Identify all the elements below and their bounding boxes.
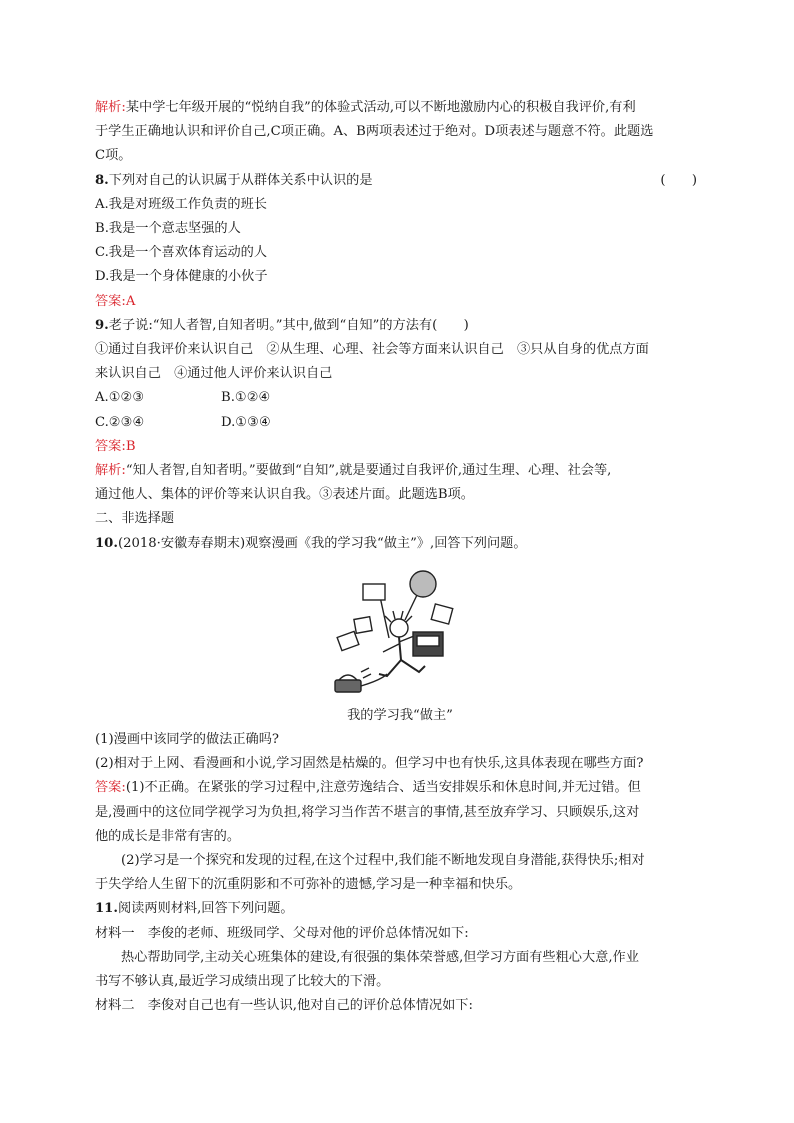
q10-answer-line-2: 是,漫画中的这位同学视学习为负担,将学习当作苦不堪言的事情,甚至放弃学习、只顾娱乐,这对 bbox=[95, 804, 640, 820]
q9-statements-line-1: ①通过自我评价来认识自己 ②从生理、心理、社会等方面来认识自己 ③只从自身的优点方面 bbox=[95, 342, 649, 358]
q8-option-a: A.我是对班级工作负责的班长 bbox=[95, 196, 267, 212]
q9-option-d: D.①③④ bbox=[221, 414, 271, 430]
q9-option-c: C.②③④ bbox=[95, 414, 145, 430]
q8-answer: 答案:A bbox=[95, 293, 136, 309]
q10-subquestion-1: (1)漫画中该同学的做法正确吗? bbox=[95, 732, 279, 748]
section-title: 二、非选择题 bbox=[95, 511, 175, 527]
q9-stem: 9.老子说:“知人者智,自知者明。”其中,做到“自知”的方法有( ) bbox=[95, 317, 469, 333]
q9-options-row-1 bbox=[95, 386, 705, 410]
q11-number: 11. bbox=[95, 901, 118, 917]
q8-number: 8. bbox=[95, 172, 109, 188]
q8-option-b: B.我是一个意志坚强的人 bbox=[95, 221, 241, 237]
page-content bbox=[95, 96, 705, 1019]
q9-option-b: B.①②④ bbox=[221, 390, 271, 406]
q8-option-d: D.我是一个身体健康的小伙子 bbox=[95, 269, 268, 285]
analysis-label: 解析: bbox=[95, 463, 126, 479]
q10-answer2-line-2: 于失学给人生留下的沉重阴影和不可弥补的遗憾,学习是一种幸福和快乐。 bbox=[95, 877, 522, 893]
q11-material1-intro: 材料一 李俊的老师、班级同学、父母对他的评价总体情况如下: bbox=[95, 925, 469, 941]
q10-answer-line-3: 他的成长是非常有害的。 bbox=[95, 828, 241, 844]
q11-material1-line-1: 热心帮助同学,主动关心班集体的建设,有很强的集体荣誉感,但学习方面有些粗心大意,作业 bbox=[121, 949, 639, 965]
q7-analysis-line-1: 解析:某中学七年级开展的“悦纳自我”的体验式活动,可以不断地激励内心的积极自我评价,有利 bbox=[95, 100, 636, 115]
q10-number: 10. bbox=[95, 535, 118, 551]
q9-analysis-line-1: 解析:“知人者智,自知者明。”要做到“自知”,就是要通过自我评价,通过生理、心理、社会等, bbox=[95, 463, 612, 479]
q11-material1-line-2: 书写不够认真,最近学习成绩出现了比较大的下滑。 bbox=[95, 974, 390, 990]
q10-stem: 10.(2018·安徽寿春期末)观察漫画《我的学习我“做主”》,回答下列问题。 bbox=[95, 535, 527, 551]
q7-analysis-line-3: C项。 bbox=[95, 148, 132, 164]
q10-answer-line-1: 答案:(1)不正确。在紧张的学习过程中,注意劳逸结合、适当安排娱乐和休息时间,并无过错。但 bbox=[95, 780, 641, 796]
q7-analysis-line-2: 于学生正确地认识和评价自己,C项正确。A、B两项表述过于绝对。D项表述与题意不符。此题选 bbox=[95, 124, 654, 140]
answer-label: 答案: bbox=[95, 780, 126, 796]
q9-number: 9. bbox=[95, 317, 109, 333]
q11-stem: 11.阅读两则材料,回答下列问题。 bbox=[95, 901, 294, 917]
analysis-label: 解析: bbox=[95, 100, 126, 115]
q9-statements-line-2: 来认识自己 ④通过他人评价来认识自己 bbox=[95, 366, 333, 382]
q8-option-c: C.我是一个喜欢体育运动的人 bbox=[95, 245, 268, 261]
q10-subquestion-2: (2)相对于上网、看漫画和小说,学习固然是枯燥的。但学习中也有快乐,这具体表现在哪些方面? bbox=[95, 756, 644, 772]
cartoon-illustration bbox=[325, 562, 475, 702]
q8-paren: ( ) bbox=[660, 172, 697, 188]
q9-option-a: A.①②③ bbox=[95, 390, 145, 406]
q10-answer2-line-1: (2)学习是一个探究和发现的过程,在这个过程中,我们能不断地发现自身潜能,获得快乐;相对 bbox=[121, 853, 645, 869]
q8-stem: 8.下列对自己的认识属于从群体关系中认识的是 ( ) bbox=[95, 169, 705, 193]
q9-analysis-line-2: 通过他人、集体的评价等来认识自我。③表述片面。此题选B项。 bbox=[95, 487, 474, 503]
cartoon-figure bbox=[95, 562, 705, 702]
cartoon-caption: 我的学习我“做主” bbox=[347, 707, 453, 723]
q9-answer: 答案:B bbox=[95, 438, 136, 454]
q11-material2-intro: 材料二 李俊对自己也有一些认识,他对自己的评价总体情况如下: bbox=[95, 998, 473, 1014]
q9-options-row-2 bbox=[95, 411, 705, 435]
